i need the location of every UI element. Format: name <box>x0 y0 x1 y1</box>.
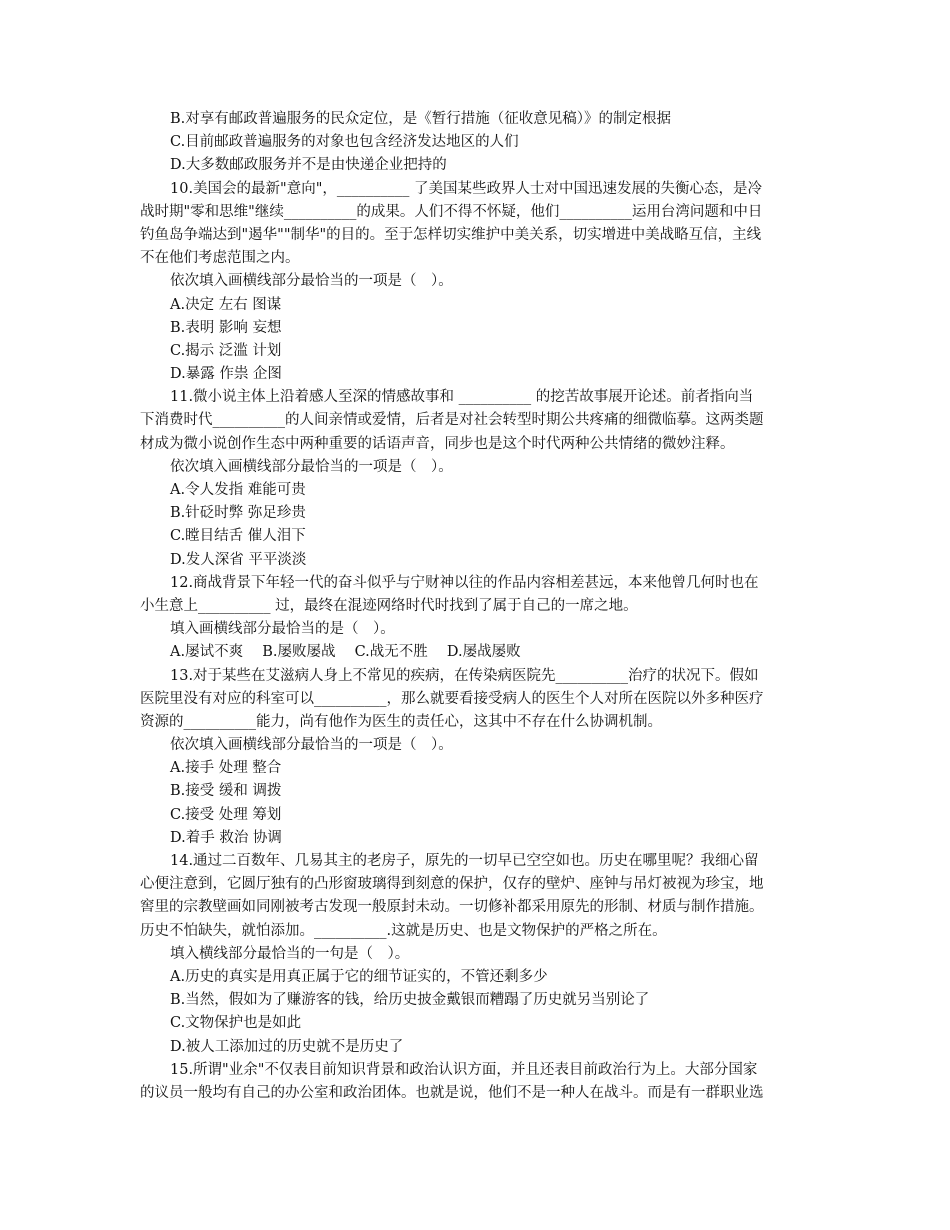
text-line: B.对享有邮政普遍服务的民众定位，是《暂行措施（征收意见稿）》的制定根据 <box>170 111 672 127</box>
text-line: 小生意上__________ 过，最终在混迹网络时代时找到了属于自己的一席之地。 <box>140 597 638 614</box>
text-line: C.目前邮政普遍服务的对象也包含经济发达地区的人们 <box>170 134 519 151</box>
text-line: 12.商战背景下年轻一代的奋斗似乎与宁财神以往的作品内容相差甚远，本来他曾几何时也在 <box>170 574 759 591</box>
text-line: 下消费时代__________的人间亲情或爱情，后者是对社会转型时期公共疼痛的细微临摹。这两类题 <box>140 412 764 429</box>
text-line: D.着手 救治 协调 <box>170 829 282 846</box>
text-line: 窖里的宗教壁画如同刚被考古发现一般原封未动。一切修补都采用原先的形制、材质与制作措施。 <box>140 899 764 916</box>
text-line: D.暴露 作祟 企图 <box>170 366 282 383</box>
text-line: B.针砭时弊 弥足珍贵 <box>170 505 306 522</box>
text-line: 11.微小说主体上沿着感人至深的情感故事和 __________ 的挖苦故事展开论述。前者指向当 <box>170 389 754 406</box>
text-line: B.接受 缓和 调拨 <box>170 783 282 800</box>
text-line: A.令人发指 难能可贵 <box>170 482 306 498</box>
text-line: 依次填入画横线部分最恰当的一项是（ ）。 <box>170 273 453 290</box>
text-line: 依次填入画横线部分最恰当的一项是（ ）。 <box>170 737 453 754</box>
text-line: 战时期"零和思维"继续__________的成果。人们不得不怀疑，他们__________运用台湾问题和中日 <box>140 203 763 220</box>
text-line: A.屡试不爽 B.屡败屡战 C.战无不胜 D.屡战屡败 <box>170 644 521 661</box>
text-line: 10.美国会的最新"意向"，__________ 了美国某些政界人士对中国迅速发展的失衡心态，是冷 <box>170 180 763 197</box>
text-line: A.接手 处理 整合 <box>170 760 282 777</box>
text-line: B.表明 影响 妄想 <box>170 319 282 336</box>
text-line: 不在他们考虑范围之内。 <box>140 250 300 267</box>
text-line: 材成为微小说创作生态中两种重要的话语声音，同步也是这个时代两种公共情绪的微妙注释。 <box>140 435 735 452</box>
text-line: 钓鱼岛争端达到"遏华""制华"的目的。至于怎样切实维护中美关系，切实增进中美战略互信，主线 <box>140 226 762 243</box>
document-body <box>140 108 810 1105</box>
text-line: D.被人工添加过的历史就不是历史了 <box>170 1038 404 1055</box>
text-line: 依次填入画横线部分最恰当的一项是（ ）。 <box>170 458 453 475</box>
text-line: 填入横线部分最恰当的一句是（ ）。 <box>170 945 410 962</box>
text-line: 医院里没有对应的科室可以__________，那么就要看接受病人的医生个人对所在医院以外多种医疗 <box>140 690 764 707</box>
text-line: C.瞠目结舌 催人泪下 <box>170 528 306 545</box>
text-line: A.决定 左右 图谋 <box>170 296 282 313</box>
text-line: D.发人深省 平平淡淡 <box>170 551 307 568</box>
text-line: 的议员一般均有自己的办公室和政治团体。也就是说，他们不是一种人在战斗。而是有一群职业选 <box>140 1084 764 1101</box>
text-line: 15.所谓"业余"不仅表目前知识背景和政治认识方面，并且还表目前政治行为上。大部分国家 <box>170 1061 758 1078</box>
text-line: 14.通过二百数年、几易其主的老房子，原先的一切早已空空如也。历史在哪里呢？我细心留 <box>170 853 759 869</box>
text-line: 资源的__________能力，尚有他作为医生的责任心，这其中不存在什么协调机制。 <box>140 713 662 730</box>
text-line: A.历史的真实是用真正属于它的细节证实的，不管还剩多少 <box>170 968 548 985</box>
text-line: 心便注意到，它圆厅独有的凸形窗玻璃得到刻意的保护，仅存的壁炉、座钟与吊灯被视为珍宝，地 <box>140 876 764 893</box>
text-line: B.当然，假如为了赚游客的钱，给历史披金戴银而糟蹋了历史就另当别论了 <box>170 992 650 1009</box>
text-line: 历史不怕缺失，就怕添加。__________.这就是历史、也是文物保护的严格之所在。 <box>140 922 667 939</box>
text-line: C.揭示 泛滥 计划 <box>170 342 282 359</box>
text-line: 填入画横线部分最恰当的是（ ）。 <box>170 621 395 638</box>
text-line: C.接受 处理 筹划 <box>170 806 282 823</box>
text-line: D.大多数邮政服务并不是由快递企业把持的 <box>170 157 447 174</box>
text-line: 13.对于某些在艾滋病人身上不常见的疾病，在传染病医院先__________治疗的状况下。假如 <box>170 667 759 684</box>
text-line: C.文物保护也是如此 <box>170 1015 302 1032</box>
